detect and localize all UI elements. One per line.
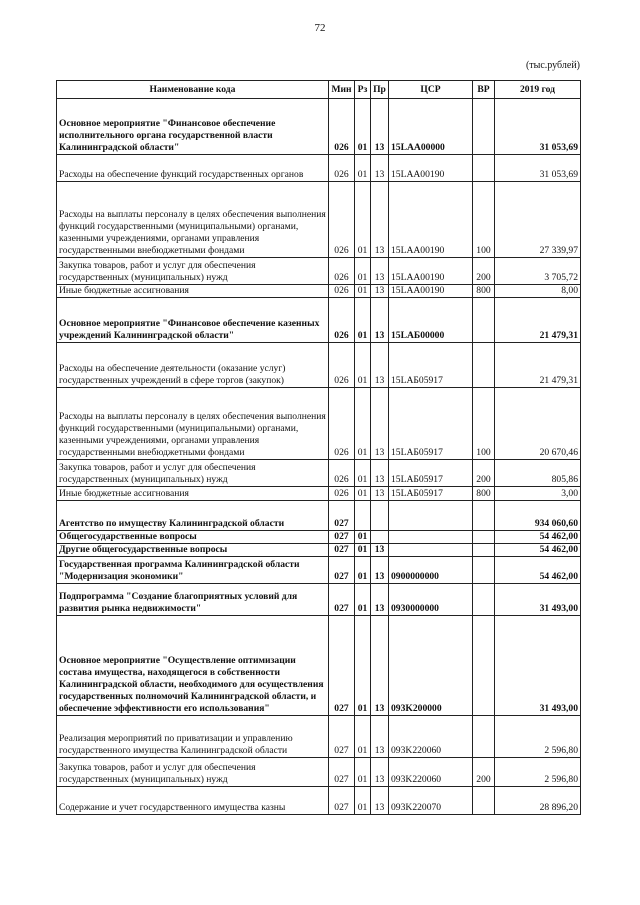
cell-rz: 01: [355, 99, 371, 155]
cell-amount: 28 896,20: [495, 787, 581, 815]
cell-pr: 13: [371, 285, 389, 298]
cell-pr: 13: [371, 388, 389, 460]
cell-rz: 01: [355, 584, 371, 616]
cell-csr: 093K220060: [389, 716, 473, 758]
cell-min: 027: [329, 616, 355, 716]
cell-csr: 15LAБ00000: [389, 298, 473, 343]
cell-pr: 13: [371, 557, 389, 584]
cell-csr: [389, 544, 473, 557]
cell-vr: [473, 544, 495, 557]
cell-amount: 54 462,00: [495, 531, 581, 544]
header-year: 2019 год: [495, 81, 581, 99]
cell-min: 026: [329, 99, 355, 155]
cell-vr: 200: [473, 460, 495, 487]
cell-pr: 13: [371, 487, 389, 501]
cell-min: 026: [329, 388, 355, 460]
cell-pr: 13: [371, 298, 389, 343]
cell-vr: 800: [473, 285, 495, 298]
cell-vr: [473, 787, 495, 815]
cell-csr: 0900000000: [389, 557, 473, 584]
cell-rz: 01: [355, 460, 371, 487]
cell-name: Основное мероприятие "Осуществление оптимизации состава имущества, находящегося в собственности Калининградской области, необходимого для осуществления государственных полномочий Калининградской области, и обеспечение эффективности его использования": [57, 616, 329, 716]
cell-csr: 093K220070: [389, 787, 473, 815]
cell-vr: [473, 616, 495, 716]
cell-name: Иные бюджетные ассигнования: [57, 487, 329, 501]
cell-pr: [371, 501, 389, 531]
cell-min: 027: [329, 716, 355, 758]
cell-vr: [473, 501, 495, 531]
cell-rz: 01: [355, 557, 371, 584]
table-row: [57, 285, 581, 298]
cell-amount: 805,86: [495, 460, 581, 487]
cell-csr: 15LAБ05917: [389, 460, 473, 487]
cell-amount: 31 493,00: [495, 584, 581, 616]
cell-vr: [473, 99, 495, 155]
cell-vr: 100: [473, 182, 495, 258]
cell-name: Государственная программа Калининградской области "Модернизация экономики": [57, 557, 329, 584]
cell-rz: 01: [355, 343, 371, 388]
cell-pr: 13: [371, 258, 389, 285]
table-row: [57, 298, 581, 343]
cell-pr: 13: [371, 544, 389, 557]
cell-vr: [473, 716, 495, 758]
cell-name: Закупка товаров, работ и услуг для обеспечения государственных (муниципальных) нужд: [57, 758, 329, 787]
header-name: Наименование кода: [57, 81, 329, 99]
cell-min: 026: [329, 285, 355, 298]
table-row: [57, 758, 581, 787]
cell-vr: [473, 531, 495, 544]
cell-rz: 01: [355, 258, 371, 285]
cell-min: 026: [329, 155, 355, 182]
cell-rz: 01: [355, 182, 371, 258]
cell-csr: 0930000000: [389, 584, 473, 616]
units-label: (тыс.рублей): [525, 60, 580, 71]
cell-amount: 8,00: [495, 285, 581, 298]
table-row: [57, 343, 581, 388]
table-row: [57, 99, 581, 155]
cell-name: Основное мероприятие "Финансовое обеспечение казенных учреждений Калининградской области": [57, 298, 329, 343]
cell-vr: 200: [473, 258, 495, 285]
cell-csr: 15LAA00190: [389, 155, 473, 182]
cell-vr: 800: [473, 487, 495, 501]
cell-csr: 15LAA00190: [389, 258, 473, 285]
cell-min: 026: [329, 487, 355, 501]
cell-name: Закупка товаров, работ и услуг для обеспечения государственных (муниципальных) нужд: [57, 258, 329, 285]
cell-min: 027: [329, 531, 355, 544]
cell-amount: 54 462,00: [495, 557, 581, 584]
table-row: [57, 531, 581, 544]
cell-pr: [371, 531, 389, 544]
header-csr: ЦСР: [389, 81, 473, 99]
cell-name: Содержание и учет государственного имущества казны: [57, 787, 329, 815]
cell-min: 027: [329, 584, 355, 616]
cell-csr: 15LAA00190: [389, 182, 473, 258]
cell-rz: 01: [355, 616, 371, 716]
cell-pr: 13: [371, 787, 389, 815]
header-row: [57, 81, 581, 99]
cell-amount: 934 060,60: [495, 501, 581, 531]
table-row: [57, 584, 581, 616]
cell-amount: 54 462,00: [495, 544, 581, 557]
cell-min: 026: [329, 298, 355, 343]
cell-name: Иные бюджетные ассигнования: [57, 285, 329, 298]
table-row: [57, 258, 581, 285]
header-pr: Пр: [371, 81, 389, 99]
cell-rz: 01: [355, 285, 371, 298]
page-number: 72: [314, 22, 326, 34]
cell-amount: 3,00: [495, 487, 581, 501]
cell-amount: 21 479,31: [495, 298, 581, 343]
cell-pr: 13: [371, 616, 389, 716]
cell-name: Агентство по имуществу Калининградской области: [57, 501, 329, 531]
cell-name: Основное мероприятие "Финансовое обеспечение исполнительного органа государственной власти Калининградской области": [57, 99, 329, 155]
header-min: Мин: [329, 81, 355, 99]
cell-vr: [473, 343, 495, 388]
cell-pr: 13: [371, 584, 389, 616]
cell-min: 026: [329, 343, 355, 388]
cell-name: Расходы на выплаты персоналу в целях обеспечения выполнения функций государственными (муниципальными) органами, казенными учреждениями, органами управления государственными внебюджетными фондами: [57, 388, 329, 460]
cell-amount: 31 493,00: [495, 616, 581, 716]
cell-name: Реализация мероприятий по приватизации и управлению государственного имущества Калининградской области: [57, 716, 329, 758]
cell-name: Другие общегосударственные вопросы: [57, 544, 329, 557]
cell-rz: 01: [355, 388, 371, 460]
cell-min: 026: [329, 460, 355, 487]
cell-name: Подпрограмма "Создание благоприятных условий для развития рынка недвижимости": [57, 584, 329, 616]
cell-vr: 100: [473, 388, 495, 460]
cell-min: 027: [329, 544, 355, 557]
cell-csr: 093K200000: [389, 616, 473, 716]
header-rz: Рз: [355, 81, 371, 99]
cell-pr: 13: [371, 182, 389, 258]
table-row: [57, 557, 581, 584]
cell-csr: 15LAБ05917: [389, 487, 473, 501]
cell-min: 026: [329, 258, 355, 285]
cell-pr: 13: [371, 343, 389, 388]
cell-csr: 15LAБ05917: [389, 343, 473, 388]
cell-csr: 15LAБ05917: [389, 388, 473, 460]
cell-vr: [473, 298, 495, 343]
table-row: [57, 182, 581, 258]
cell-name: Расходы на выплаты персоналу в целях обеспечения выполнения функций государственными (муниципальными) органами, казенными учреждениями, органами управления государственными внебюджетными фондами: [57, 182, 329, 258]
cell-amount: 31 053,69: [495, 155, 581, 182]
cell-name: Расходы на обеспечение деятельности (оказание услуг) государственных учреждений в сфере торгов (закупок): [57, 343, 329, 388]
budget-table: [56, 80, 581, 815]
cell-name: Закупка товаров, работ и услуг для обеспечения государственных (муниципальных) нужд: [57, 460, 329, 487]
cell-vr: [473, 155, 495, 182]
cell-pr: 13: [371, 460, 389, 487]
cell-min: 027: [329, 758, 355, 787]
header-vr: ВР: [473, 81, 495, 99]
cell-amount: 31 053,69: [495, 99, 581, 155]
table-row: [57, 716, 581, 758]
cell-name: Расходы на обеспечение функций государственных органов: [57, 155, 329, 182]
cell-csr: [389, 501, 473, 531]
cell-name: Общегосударственные вопросы: [57, 531, 329, 544]
cell-amount: 20 670,46: [495, 388, 581, 460]
cell-amount: 2 596,80: [495, 716, 581, 758]
cell-csr: 15LAA00190: [389, 285, 473, 298]
cell-rz: 01: [355, 298, 371, 343]
cell-amount: 27 339,97: [495, 182, 581, 258]
cell-vr: [473, 584, 495, 616]
cell-rz: 01: [355, 531, 371, 544]
table-body: [57, 99, 581, 815]
cell-min: 027: [329, 557, 355, 584]
table-row: [57, 787, 581, 815]
table-row: [57, 544, 581, 557]
cell-amount: 2 596,80: [495, 758, 581, 787]
table-row: [57, 460, 581, 487]
cell-pr: 13: [371, 99, 389, 155]
cell-vr: [473, 557, 495, 584]
cell-min: 027: [329, 787, 355, 815]
table-row: [57, 487, 581, 501]
cell-rz: [355, 501, 371, 531]
cell-rz: 01: [355, 758, 371, 787]
cell-csr: 15LAA00000: [389, 99, 473, 155]
cell-csr: 093K220060: [389, 758, 473, 787]
cell-min: 026: [329, 182, 355, 258]
cell-csr: [389, 531, 473, 544]
table-row: [57, 616, 581, 716]
cell-pr: 13: [371, 716, 389, 758]
cell-rz: 01: [355, 544, 371, 557]
table-row: [57, 388, 581, 460]
cell-pr: 13: [371, 758, 389, 787]
cell-vr: 200: [473, 758, 495, 787]
table-row: [57, 501, 581, 531]
cell-amount: 21 479,31: [495, 343, 581, 388]
cell-pr: 13: [371, 155, 389, 182]
cell-rz: 01: [355, 787, 371, 815]
cell-min: 027: [329, 501, 355, 531]
cell-rz: 01: [355, 487, 371, 501]
table-row: [57, 155, 581, 182]
cell-amount: 3 705,72: [495, 258, 581, 285]
cell-rz: 01: [355, 155, 371, 182]
cell-rz: 01: [355, 716, 371, 758]
